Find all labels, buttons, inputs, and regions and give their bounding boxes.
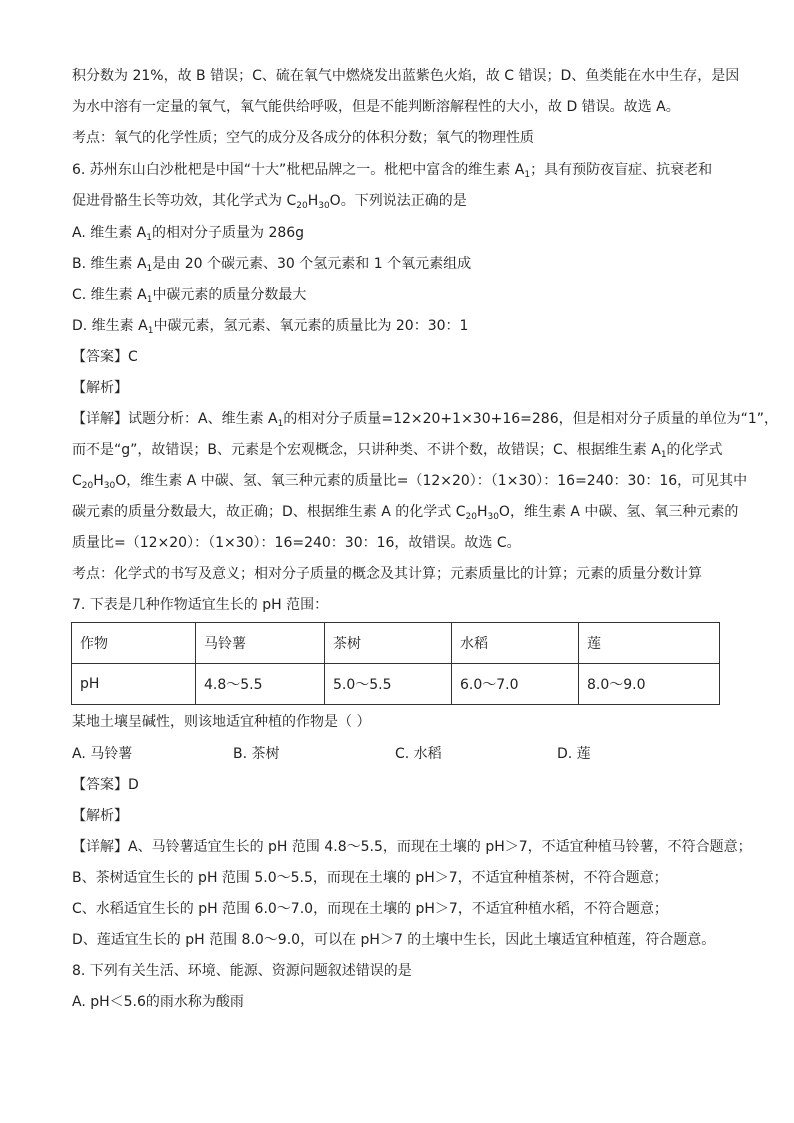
answer-label: 【答案】D (72, 777, 139, 793)
question-7: 7. 下表是几种作物适宜生长的 pH 范围： (72, 597, 329, 613)
option-b: B. 茶树 (233, 746, 280, 762)
detail-text: 而不是“g”，故错误；B、元素是个宏观概念，只讲种类、不讲个数，故错误；C、根据维生素 $A_1$的化学式 (72, 442, 723, 460)
option-d: D. 维生素 $A_1$中碳元素，氢元素、氧元素的质量比为 20：30：1 (72, 318, 469, 336)
detail-text: 质量比=（12×20）：（1×30）：16=240：30：16，故错误。故选 C。 (72, 535, 521, 551)
option-a: A. pH＜5.6的雨水称为酸雨 (72, 994, 244, 1010)
table-cell: 水稻 (452, 623, 579, 664)
answer-label: 【答案】C (72, 349, 138, 365)
detail-text: D、莲适宜生长的 pH 范围 8.0～9.0，可以在 pH＞7 的土壤中生长，因此土壤适宜种植莲，符合题意。 (72, 932, 716, 948)
question-6: 6. 苏州东山白沙枇杷是中国“十大”枇杷品牌之一。枇杷中富含的维生素 $A_1$；具有预防夜盲症、抗衰老和 (72, 162, 713, 180)
question-6-cont: 促进骨骼生长等功效，其化学式为 $C_{20}H_{30}O$。下列说法正确的是 (72, 193, 467, 211)
ph-range-table (71, 622, 720, 705)
table-cell: 马铃薯 (196, 623, 325, 664)
option-a: A. 马铃薯 (72, 746, 133, 762)
table-cell: 莲 (579, 623, 720, 664)
table-cell: 5.0～5.5 (325, 664, 452, 705)
analysis-label: 【解析】 (72, 380, 128, 396)
text-line: 为水中溶有一定量的氧气，氧气能供给呼吸，但是不能判断溶解程性的大小，故 D 错误。故选 A。 (72, 99, 680, 115)
option-a: A. 维生素 $A_1$的相对分子质量为 286g (72, 225, 305, 243)
text-line: 积分数为 21%，故 B 错误；C、硫在氧气中燃烧发出蓝紫色火焰，故 C 错误；D、鱼类能在水中生存，是因 (72, 68, 740, 84)
detail-text: C、水稻适宜生长的 pH 范围 6.0～7.0，而现在土壤的 pH＞7，不适宜种植水稻，不符合题意； (72, 901, 668, 917)
question-8: 8. 下列有关生活、环境、能源、资源问题叙述错误的是 (72, 963, 412, 979)
detail-text: 【详解】A、马铃薯适宜生长的 pH 范围 4.8～5.5，而现在土壤的 pH＞7，不适宜种植马铃薯，不符合题意； (72, 839, 752, 855)
analysis-label: 【解析】 (72, 808, 128, 824)
detail-text: 碳元素的质量分数最大，故正确；D、根据维生素 A 的化学式 $C_{20}H_{30}O$，维生素 A 中碳、氢、氧三种元素的 (72, 504, 739, 522)
detail-text: B、茶树适宜生长的 pH 范围 5.0～5.5，而现在土壤的 pH＞7，不适宜种植茶树，不符合题意； (72, 870, 668, 886)
table-cell: 4.8～5.5 (196, 664, 325, 705)
option-b: B. 维生素 $A_1$是由 20 个碳元素、30 个氢元素和 1 个氧元素组成 (72, 256, 472, 274)
option-c: C. 维生素 $A_1$中碳元素的质量分数最大 (72, 287, 307, 305)
table-cell: 茶树 (325, 623, 452, 664)
option-c: C. 水稻 (395, 746, 442, 762)
detail-text: $C_{20}H_{30}O$，维生素 A 中碳、氢、氧三种元素的质量比=（12×20）：（1×30）：16=240：30：16，可见其中 (72, 473, 748, 491)
table-header-row (72, 623, 720, 664)
question-7-stem: 某地土壤呈碱性，则该地适宜种植的作物是（ ） (72, 714, 371, 730)
exam-point: 考点：氧气的化学性质；空气的成分及各成分的体积分数；氧气的物理性质 (72, 130, 534, 146)
detail-text: 【详解】试题分析：A、维生素 $A_1$的相对分子质量=12×20+1×30+16=286，但是相对分子质量的单位为“1”， (72, 411, 779, 429)
exam-point: 考点：化学式的书写及意义；相对分子质量的概念及其计算；元素质量比的计算；元素的质量分数计算 (72, 566, 702, 582)
table-row (72, 664, 720, 705)
table-cell: 6.0～7.0 (452, 664, 579, 705)
table-cell: 8.0～9.0 (579, 664, 720, 705)
table-cell: pH (72, 664, 196, 705)
option-d: D. 莲 (557, 746, 591, 762)
table-cell: 作物 (72, 623, 196, 664)
